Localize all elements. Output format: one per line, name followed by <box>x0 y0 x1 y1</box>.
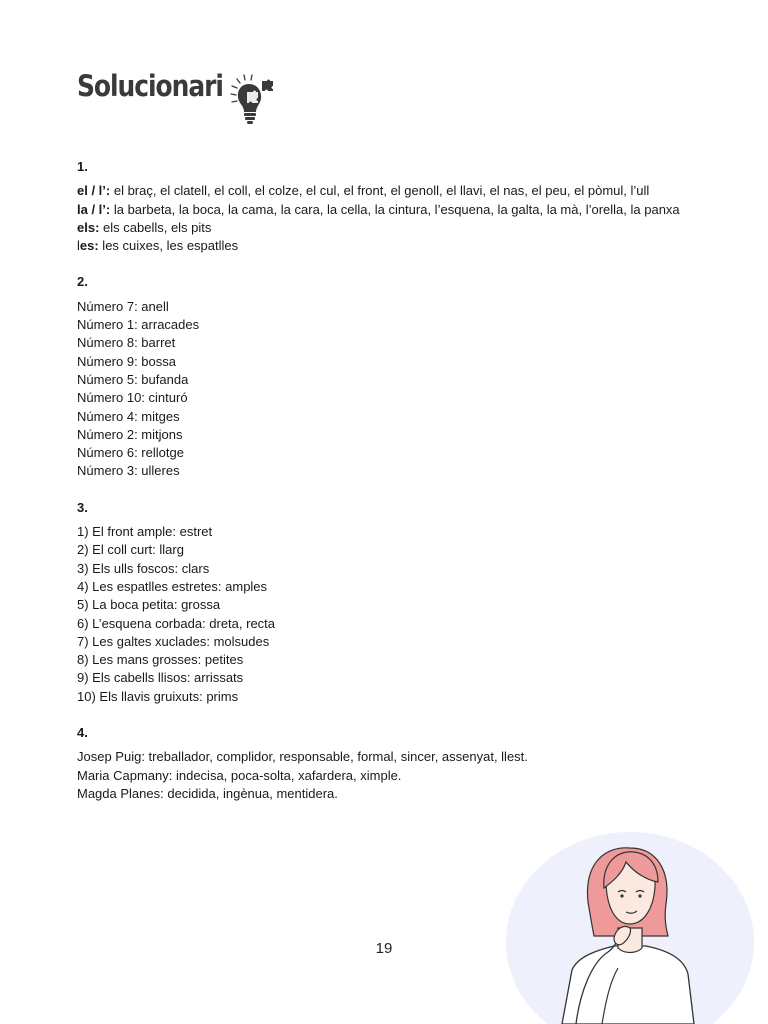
list-item: Número 5: bufanda <box>77 371 189 387</box>
article-row-les <box>77 237 693 255</box>
article-row-la <box>77 201 693 219</box>
page-title: Solucionari <box>77 69 223 103</box>
page-number: 19 <box>375 940 393 957</box>
list-item: 5) La boca petita: grossa <box>77 597 221 613</box>
list-item: Número 1: arracades <box>77 317 200 333</box>
section-number: 4. <box>77 725 88 741</box>
article-label: es: <box>79 238 99 254</box>
list-item: Número 9: bossa <box>77 353 176 369</box>
article-words: la barbeta, la boca, la cama, la cara, la cella, la cintura, l’esquena, la galta, la mà, l’orella, la panxa <box>110 201 680 217</box>
list-item: Número 3: ulleres <box>77 463 180 479</box>
section-number: 3. <box>77 499 88 515</box>
list-item: 7) Les galtes xuclades: molsudes <box>77 633 270 649</box>
list-item: Número 6: rellotge <box>77 445 184 461</box>
solutions-content <box>77 158 693 821</box>
article-words: els cabells, els pits <box>99 219 212 235</box>
page-header <box>77 69 247 103</box>
list-item: Número 7: anell <box>77 298 169 314</box>
section-number: 2. <box>77 274 88 290</box>
list-item: 4) Les espatlles estretes: amples <box>77 578 268 594</box>
section-1-body <box>77 182 693 255</box>
list-item: Número 4: mitges <box>77 408 180 424</box>
article-label-prefix: l <box>77 238 80 254</box>
list-item: 2) El coll curt: llarg <box>77 542 184 558</box>
list-item: 9) Els cabells llisos: arrissats <box>77 670 244 686</box>
article-words: el braç, el clatell, el coll, el colze, el cul, el front, el genoll, el llavi, el nas, el peu, el pòmul, l’ull <box>110 183 650 199</box>
article-words: les cuixes, les espatlles <box>98 238 239 254</box>
section-1 <box>77 158 693 255</box>
article-row-el <box>77 182 693 200</box>
section-4 <box>77 724 693 803</box>
article-row-els <box>77 219 693 237</box>
list-item: 3) Els ulls foscos: clars <box>77 560 210 576</box>
article-label: els: <box>77 219 100 235</box>
list-item: 6) L’esquena corbada: dreta, recta <box>77 615 276 631</box>
list-item: Maria Capmany: indecisa, poca-solta, xafardera, ximple. <box>77 767 402 783</box>
lightbulb-puzzle-icon <box>227 72 275 128</box>
list-item: Número 10: cinturó <box>77 390 188 406</box>
list-item: Josep Puig: treballador, complidor, responsable, formal, sincer, assenyat, llest. <box>77 749 528 765</box>
list-item: Número 8: barret <box>77 335 176 351</box>
article-label: el / l’: <box>77 183 111 199</box>
thinking-woman-illustration <box>506 832 754 1024</box>
list-item: Magda Planes: decidida, ingènua, mentidera. <box>77 785 338 801</box>
article-label: la / l’: <box>77 201 111 217</box>
section-number: 1. <box>77 159 88 174</box>
list-item: Número 2: mitjons <box>77 426 183 442</box>
section-3 <box>77 499 693 706</box>
list-item: 8) Les mans grosses: petites <box>77 652 244 668</box>
section-2 <box>77 273 693 480</box>
list-item: 10) Els llavis gruixuts: prims <box>77 688 239 704</box>
list-item: 1) El front ample: estret <box>77 524 213 540</box>
